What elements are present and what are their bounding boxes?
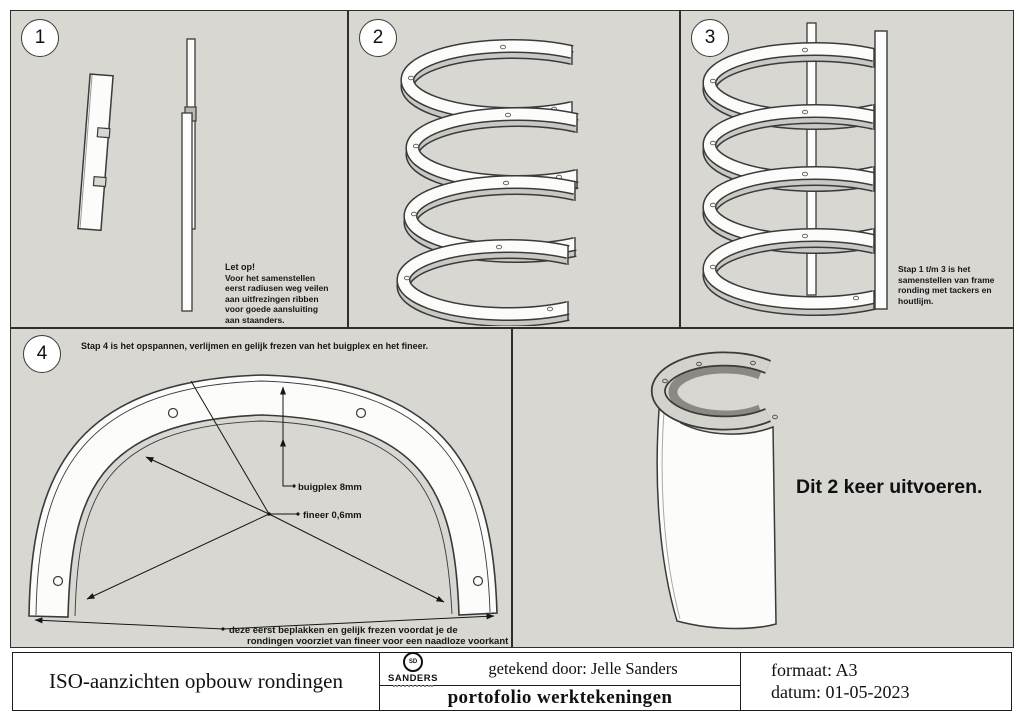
panel-result <box>512 328 1014 648</box>
step1-note-line: aan uitfrezingen ribben <box>225 293 319 304</box>
fineer-label: fineer 0,6mm <box>303 510 362 521</box>
step3-note-line: samenstellen van frame <box>898 274 995 285</box>
rib-4 <box>709 234 874 310</box>
step2-drawing <box>349 11 678 326</box>
step4-drawing <box>11 329 510 646</box>
panel-step1 <box>10 10 348 328</box>
date-label: datum: 01-05-2023 <box>771 682 910 702</box>
veneer-outer-line <box>36 381 490 615</box>
step4-number: 4 <box>36 343 48 364</box>
hole <box>54 577 63 586</box>
step2-number: 2 <box>372 27 384 48</box>
shell-body <box>657 397 776 629</box>
step1-number-badge <box>21 19 59 57</box>
panel-step2 <box>348 10 680 328</box>
step4-header: Stap 4 is het opspannen, verlijmen en gelijk frezen van het buigplex en het fineer. <box>81 341 429 351</box>
buigplex-label: buigplex 8mm <box>298 482 362 493</box>
stander-notched <box>78 74 114 230</box>
logo-name: SANDERS <box>388 672 438 684</box>
logo-monogram-icon: SD <box>403 652 423 672</box>
drawing-title: ISO-aanzichten opbouw rondingen <box>49 669 343 693</box>
frame-front-stander <box>875 31 887 309</box>
title-block <box>12 652 1012 711</box>
panel-step3 <box>680 10 1014 328</box>
veneer-inner-line <box>75 421 452 616</box>
step1-number: 1 <box>34 27 46 48</box>
footnote-line: rondingen voorziet van fineer voor een naadloze voorkant <box>247 636 509 646</box>
step3-note-line: houtlijm. <box>898 295 934 306</box>
step4-number-badge <box>23 335 61 373</box>
arch-band <box>29 375 497 617</box>
sanders-logo <box>380 652 444 687</box>
title-block-middle <box>379 653 741 710</box>
step1-note-title: Let op! <box>225 262 255 272</box>
step3-note-line: Stap 1 t/m 3 is het <box>898 264 971 274</box>
step1-note-line: aan staanders. <box>225 314 285 325</box>
result-caption: Dit 2 keer uitvoeren. <box>796 476 983 498</box>
step1-note <box>225 262 328 325</box>
rib-4 <box>403 245 568 321</box>
step3-number-badge <box>691 19 729 57</box>
footnote-line: deze eerst beplakken en gelijk frezen voordat je de <box>229 625 458 636</box>
step1-note-line: eerst radiusen weg veilen <box>225 283 329 293</box>
hole <box>357 409 366 418</box>
shell-inner-shadow <box>673 369 760 415</box>
step1-note-line: Voor het samenstellen <box>225 272 316 283</box>
portfolio-title: portofolio werktekeningen <box>447 687 673 708</box>
frame-back-stander <box>807 23 816 295</box>
hole <box>169 409 178 418</box>
drawn-by: getekend door: Jelle Sanders <box>488 659 678 678</box>
step2-number-badge <box>359 19 397 57</box>
step3-number: 3 <box>704 27 716 48</box>
step3-note-line: ronding met tackers en <box>898 285 992 295</box>
stander-edge-view <box>182 39 196 311</box>
title-block-right <box>741 653 1011 710</box>
fineer-dimension <box>269 512 300 515</box>
format-label: formaat: A3 <box>771 660 858 680</box>
step1-note-line: voor goede aansluiting <box>225 304 319 314</box>
step3-note <box>898 264 994 306</box>
hole <box>474 577 483 586</box>
panel-step4 <box>10 328 512 648</box>
